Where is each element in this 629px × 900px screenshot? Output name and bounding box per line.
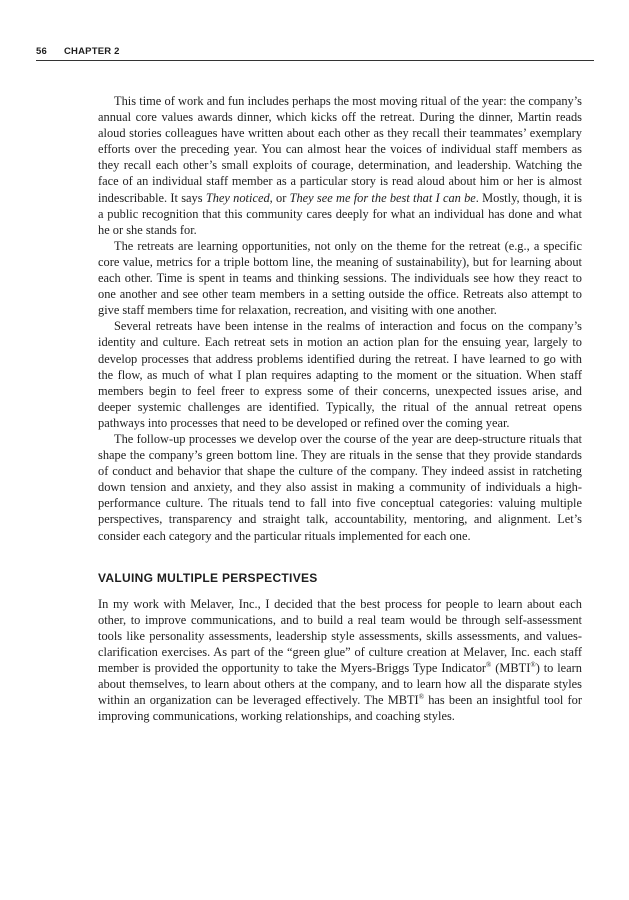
registered-mark-2: ® bbox=[530, 660, 536, 669]
section-text-d: has been an insightful tool for improving communications, working relationships, and coaching styles. bbox=[98, 693, 582, 724]
body-text bbox=[98, 93, 582, 724]
page-number: 56 bbox=[36, 46, 47, 57]
paragraph-1-italic-2: They see me for the best that I can be bbox=[289, 190, 476, 205]
section-text-b: (MBTI bbox=[491, 661, 531, 676]
section-text-c: ) to learn about themselves, to learn about others at the company, and to learn how all the disparate styles within an organization can be leveraged effectively. The MBTI bbox=[98, 661, 582, 708]
section-text-a: In my work with Melaver, Inc., I decided that the best process for people to learn about each other, to improve communications, and to build a real team would be through self-assessment tools like personality assessments, leadership style assessments, skills assessments, and values-clarification exercises. As part of the “green glue” of culture creation at Melaver, Inc. each staff member is provided the opportunity to take the Myers-Briggs Type Indicator bbox=[98, 596, 582, 676]
paragraph-1-text-a: This time of work and fun includes perhaps the most moving ritual of the year: the company’s annual core values awards dinner, which kicks off the retreat. During the dinner, Martin reads aloud stories colleagues have written about each other as they recall their teammates’ exemplary efforts over the preceding year. You can almost hear the voices of individual staff members as they recall each other’s small exploits of courage, determination, and leadership. Watching the face of an individual staff member as a particular story is read aloud about him or her is almost indescribable. It says bbox=[98, 94, 582, 205]
paragraph-1 bbox=[98, 93, 582, 238]
registered-mark-3: ® bbox=[418, 693, 425, 702]
chapter-label: CHAPTER 2 bbox=[64, 46, 120, 57]
running-head bbox=[36, 46, 594, 60]
paragraph-1-text-c: . Mostly, though, it is a public recognition that this community cares deeply for what an individual has done and what he or she stands for. bbox=[98, 190, 582, 237]
paragraph-3: Several retreats have been intense in the realms of interaction and focus on the company’s identity and culture. Each retreat sets in motion an action plan for the ensuing year, largely to develop processes that address problems identified during the retreat. I have learned to go with the flow, as much of what I plan requires adapting to the moment or the situation. When staff members begin to feel freer to express some of their concerns, unexpected issues arise, and deeper systemic challenges are identified. Typically, the ritual of the annual retreat opens pathways into processes that need to be developed or refined over the coming year. bbox=[98, 319, 582, 430]
paragraph-1-italic-1: They noticed, bbox=[205, 190, 273, 205]
paragraph-1-text-b: or bbox=[272, 190, 290, 205]
section-heading: VALUING MULTIPLE PERSPECTIVES bbox=[98, 570, 318, 585]
registered-mark-1: ® bbox=[486, 660, 492, 669]
section-paragraph bbox=[98, 596, 582, 725]
paragraph-2: The retreats are learning opportunities, not only on the theme for the retreat (e.g., a specific core value, metrics for a triple bottom line, the meaning of sustainability), but for learning about each other. Time is spent in teams and thinking sessions. The individuals see how they react to one another and see other team members in a setting outside the office. Retreats also attempt to give staff members time for relaxation, recreation, and visiting with one another. bbox=[98, 238, 582, 318]
header-rule bbox=[36, 60, 594, 61]
paragraph-4: The follow-up processes we develop over the course of the year are deep-structure rituals that shape the company’s green bottom line. They are rituals in the sense that they provide standards of conduct and behavior that shape the culture of the company. They indeed assist in ratcheting down tension and anxiety, and they also assist in making a community of individuals a high-performance culture. The rituals tend to fall into five conceptual categories: valuing multiple perspectives, transparency and straight talk, accountability, mentoring, and alignment. Let’s consider each category and the particular rituals implemented for each one. bbox=[98, 431, 582, 543]
